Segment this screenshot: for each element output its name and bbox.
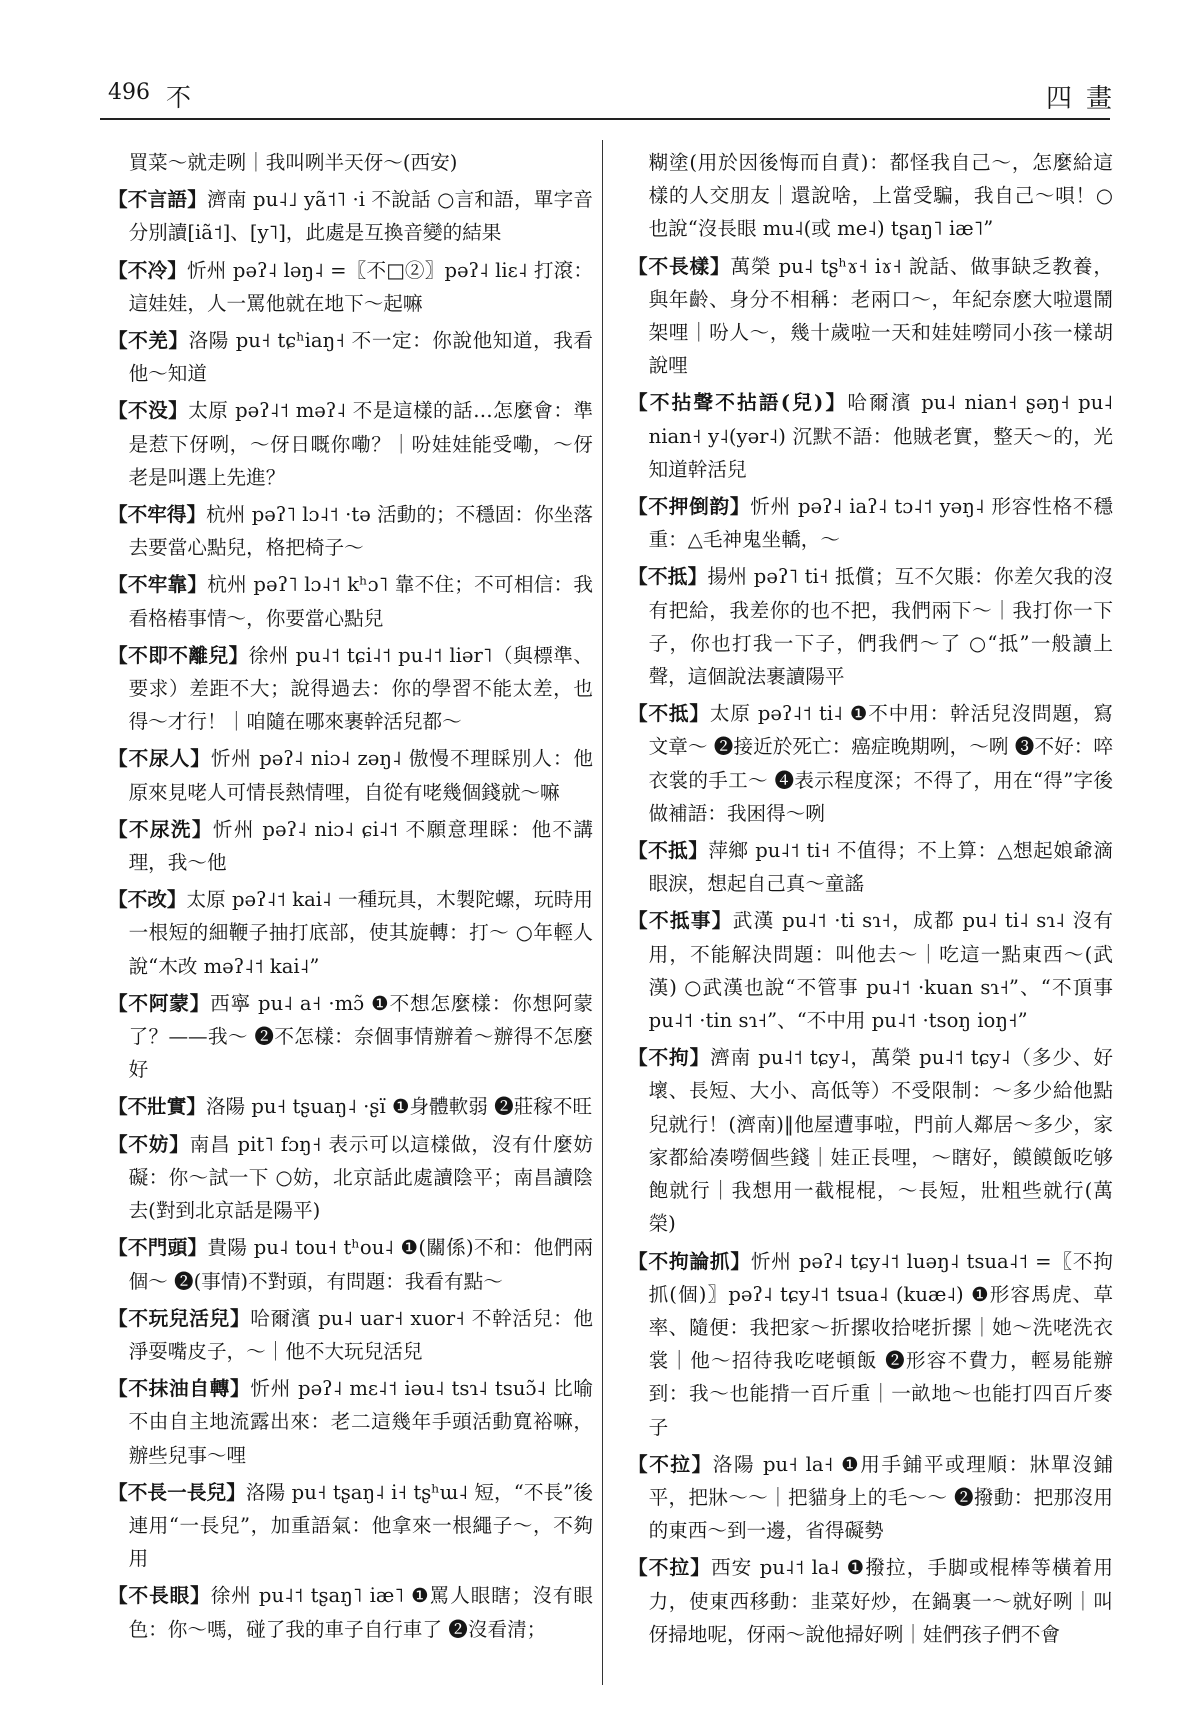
entry-text: 哈爾濱 pu˨ nian˧ ʂəŋ˧ pu˨ nian˧ y˨(yər˨) 沉默不語：他賊老實，整天～的，光知道幹活兒 [648,391,1113,481]
running-headword: 不 [166,83,192,112]
entry-headword: 【不阿蒙】 [108,991,211,1015]
entry-headword: 【不冷】 [108,258,188,282]
entry-headword: 【不拘】 [628,1046,711,1070]
dictionary-entry [108,1090,593,1123]
entry-headword: 【不没】 [108,399,189,423]
entry-text: 洛陽 pu˧ tʂaŋ˨ i˧ tʂʰɯ˨ 短，“不長”後連用“一長兒”，加重語氣：他拿來一根繩子～，不夠用 [128,1480,593,1571]
entry-headword: 【不長一長兒】 [108,1480,246,1504]
entry-headword: 【不壯實】 [108,1095,206,1119]
dictionary-entry [108,742,593,808]
dictionary-entry [108,183,593,249]
dictionary-entry [108,394,593,494]
page-number: 496 [108,80,150,105]
dictionary-entry [628,250,1113,383]
dictionary-entry [108,568,593,634]
column-divider [602,140,603,1685]
entry-text: 南昌 pit˥ fɔŋ˧ 表示可以這樣做，沒有什麼妨礙：你～試一下 ○妨，北京話此處讀陰平；南昌讀陰去(對到北京話是陽平) [128,1132,594,1223]
entry-text: 濟南 pu˨˩ yã˦˥ ·i 不說話 ○言和語，單字音分別讀[iã˦]、[y˥]，此處是互換音變的結果 [128,188,593,245]
dictionary-entry [108,813,593,879]
entry-headword: 【不羌】 [108,329,189,353]
entry-headword: 【不抹油自轉】 [108,1377,251,1401]
entry-headword: 【不門頭】 [108,1236,208,1260]
dictionary-entry [108,987,593,1087]
entry-text: 忻州 pəʔ˨ iaʔ˨ tɔ˨˦ yəŋ˨ 形容性格不穩重：△毛神鬼坐轎，～ [648,495,1114,552]
entry-text: 太原 pəʔ˨˦ ti˨ ❶不中用：幹活兒沒問題，寫文章～ ❷接近於死亡：癌症晚期咧，～咧 ❸不好：啐衣裳的手工～ ❹表示程度深；不得了，用在“得”字後做補語：我困得～咧 [648,702,1113,825]
section-title: 四畫 [1046,84,1127,114]
dictionary-entry [628,834,1113,900]
dictionary-entry [108,1372,593,1472]
dictionary-entry [628,1245,1113,1444]
dictionary-entry [108,639,593,739]
header-rule [100,118,1110,120]
entry-headword: 【不拉】 [628,1452,713,1476]
entry-text: 洛陽 pu˧ la˧ ❶用手鋪平或理順：牀單沒鋪平，把牀～～｜把貓身上的毛～～ ❷撥動：把那沒用的東西～到一邊，省得礙勢 [648,1452,1113,1543]
entry-text: 徐州 pu˨˦ tʂaŋ˥ iæ˥ ❶罵人眼瞎；沒有眼色：你～嗎，碰了我的車子自行車了 ❷沒看清； [128,1584,594,1641]
dictionary-entry [108,1302,593,1368]
entry-text: 濟南 pu˨˦ tɕy˨，萬榮 pu˨˦ tɕy˨（多少、好壞、長短、大小、高低等）不受限制：～多少給他點兒就行！(濟南)‖他屋遭事啦，門前人鄰居～多少，家家都給凑嘮個些錢｜娃正長哩，～瞎好，饃饃飯吃够飽就行｜我想用一截棍棍，～長短，壯粗些就行(萬榮) [648,1046,1113,1236]
dictionary-entry [108,1231,593,1297]
entry-text: 萬榮 pu˨ tʂʰɤ˧ iɤ˧ 說話、做事缺乏教養，與年齡、身分不相稱：老兩口～，年紀奈麽大啦還鬧架哩｜吩人～，幾十歲啦一天和娃娃嘮同小孩一樣胡說哩 [648,254,1113,378]
entry-text: 忻州 pəʔ˨ niɔ˨ ɕi˨˦ 不願意理睬：他不講理，我～他 [128,817,594,875]
entry-text: 忻州 pəʔ˨ niɔ˨ zəŋ˨ 傲慢不理睬別人：他原來見咾人可情長熱情哩，自從有咾幾個錢就～嘛 [128,747,593,804]
entry-text: 杭州 pəʔ˥ lɔ˨˦ ·tə 活動的；不穩固：你坐落去要當心點兒，格把椅子～ [128,503,594,560]
dictionary-entry [628,386,1113,486]
entry-headword: 【不拈聲不拈語(兒)】 [628,391,848,415]
entry-headword: 【不即不離兒】 [108,643,249,667]
left-column [108,146,593,1650]
entry-text: 忻州 pəʔ˨ mɛ˨˦ iəu˨ tsɿ˨ tsuɔ̃˨ 比喻不由自主地流露出來：老二這幾年手頭活動寬裕嘛，辦些兒事～哩 [128,1377,594,1467]
entry-text: 太原 pəʔ˨˦ məʔ˨ 不是這樣的話…怎麼會：準是惹下伢咧，～伢日嘅你嘞？｜吩娃娃能受嘞，～伢老是叫選上先進？ [128,399,594,489]
entry-text: 洛陽 pu˧ tʂuaŋ˨ ·ʂï ❶身體軟弱 ❷莊稼不旺 [205,1095,593,1119]
entry-headword: 【不抵】 [628,839,709,863]
entry-headword: 【不長樣】 [628,254,731,278]
entry-text: 貴陽 pu˨ tou˧ tʰou˨ ❶(關係)不和：他們兩個～ ❷(事情)不對頭，有問題：我看有點～ [128,1236,594,1293]
dictionary-entry [108,1579,593,1645]
entry-headword: 【不改】 [108,888,187,912]
dictionary-entry [628,146,1113,246]
right-column [628,146,1113,1655]
entry-text: 忻州 pəʔ˨ tɕy˨˦ luəŋ˨ tsua˨˦ =〖不拘抓(個)〗pəʔ˨ tɕy˨˦ tsua˨ (kuæ˨) ❶形容馬虎、草率、隨便：我把家～折摞收拾咾折摞｜她～洗咾洗衣裳｜他～招待我吃咾頓飯 ❷形容不費力，輕易能辦到：我～也能揹一百斤重｜一畝地～也能打四百斤麥子 [648,1249,1113,1439]
entry-text: 徐州 pu˨˦ tɕi˨˦ pu˨˦ liər˥（與標準、要求）差距不大；說得過去：你的學習不能太差，也得～才行！｜咱隨在哪來裹幹活兒都～ [128,643,593,734]
entry-text: 杭州 pəʔ˥ lɔ˨˦ kʰɔ˥ 靠不住；不可相信：我看格樁事情～，你要當心點兒 [128,573,593,630]
dictionary-entry [628,490,1113,556]
dictionary-entry [108,254,593,320]
entry-headword: 【不長眼】 [108,1584,211,1608]
entry-headword: 【不尿洗】 [108,817,213,841]
entry-text: 洛陽 pu˧ tɕʰiaŋ˧ 不一定：你說他知道，我看他～知道 [128,329,593,386]
entry-headword: 【不抵】 [628,565,708,589]
entry-text: 糊塗(用於因後悔而自責)：都怪我自己～，怎麼給這樣的人交朋友｜還說啥，上當受騙，我自己～唄！○也說“沒長眼 mu˨(或 me˨) tʂaŋ˥ iæ˥” [648,151,1113,241]
entry-text: 忻州 pəʔ˨ ləŋ˨ =〖不□②〗pəʔ˨ liɛ˨ 打滾：這娃娃，人一罵他就在地下～起嘛 [128,258,593,315]
entry-text: 太原 pəʔ˨˦ kai˨ 一種玩具，木製陀螺，玩時用一根短的細鞭子抽打底部，使其旋轉：打～ ○年輕人說“木改 məʔ˨˦ kai˨” [128,888,594,978]
dictionary-entry [628,1041,1113,1240]
dictionary-entry [108,1128,593,1228]
dictionary-entry [108,324,593,390]
entry-headword: 【不玩兒活兒】 [108,1306,251,1330]
entry-text: 萍鄉 pu˨˦ ti˧ 不值得；不上算：△想起娘爺滴眼淚，想起自己真～童謠 [648,839,1114,896]
dictionary-entry [628,697,1113,830]
dictionary-entry [108,146,593,179]
entry-headword: 【不抵事】 [628,909,733,933]
dictionary-entry [628,904,1113,1037]
entry-text: 揚州 pəʔ˥ ti˧ 抵償；互不欠賬：你差欠我的沒有把給，我差你的也不把，我們兩下～｜我打你一下子，你也打我一下子，們我們～了 ○“抵”一般讀上聲，這個說法裹讀陽平 [648,565,1114,689]
entry-headword: 【不尿人】 [108,747,211,771]
dictionary-entry [628,1448,1113,1548]
dictionary-entry [108,498,593,564]
dictionary-entry [108,1476,593,1576]
entry-text: 哈爾濱 pu˨ uar˧ xuor˧ 不幹活兒：他淨耍嘴皮子，～｜他不大玩兒活兒 [128,1306,593,1363]
entry-text: 西安 pu˨˦ la˨ ❶撥拉，手脚或棍棒等橫着用力，使東西移動：韭菜好炒，在鍋裏一～就好咧｜叫伢掃地呢，伢兩～說他掃好咧｜娃們孩子們不會 [648,1556,1113,1646]
entry-headword: 【不拉】 [628,1556,711,1580]
entry-headword: 【不押倒韵】 [628,495,751,519]
entry-text: 買菜～就走咧｜我叫咧半天伢～(西安) [128,151,458,174]
entry-headword: 【不妨】 [108,1132,190,1156]
entry-text: 西寧 pu˨ a˧ ·mɔ̃ ❶不想怎麼樣：你想阿蒙了？——我～ ❷不怎樣：奈個事情辦着～辦得不怎麼好 [128,991,594,1082]
entry-headword: 【不牢得】 [108,503,207,527]
dictionary-entry [108,883,593,983]
dictionary-entry [628,1551,1113,1651]
entry-headword: 【不抵】 [628,702,710,726]
entry-headword: 【不拘論抓】 [628,1249,751,1273]
entry-text: 武漢 pu˨˦ ·ti sɿ˧，成都 pu˨ ti˨ sɿ˨ 沒有用，不能解決問題：叫他去～｜吃這一點東西～(武漢) ○武漢也說“不管事 pu˨˦ ·kuan sɿ˧”、“不頂事 pu˨˦ ·tin sɿ˧”、“不中用 pu˨˦ ·tsoŋ ioŋ˧” [648,909,1114,1033]
dictionary-entry [628,560,1113,693]
entry-headword: 【不牢靠】 [108,573,208,597]
entry-headword: 【不言語】 [108,188,208,212]
